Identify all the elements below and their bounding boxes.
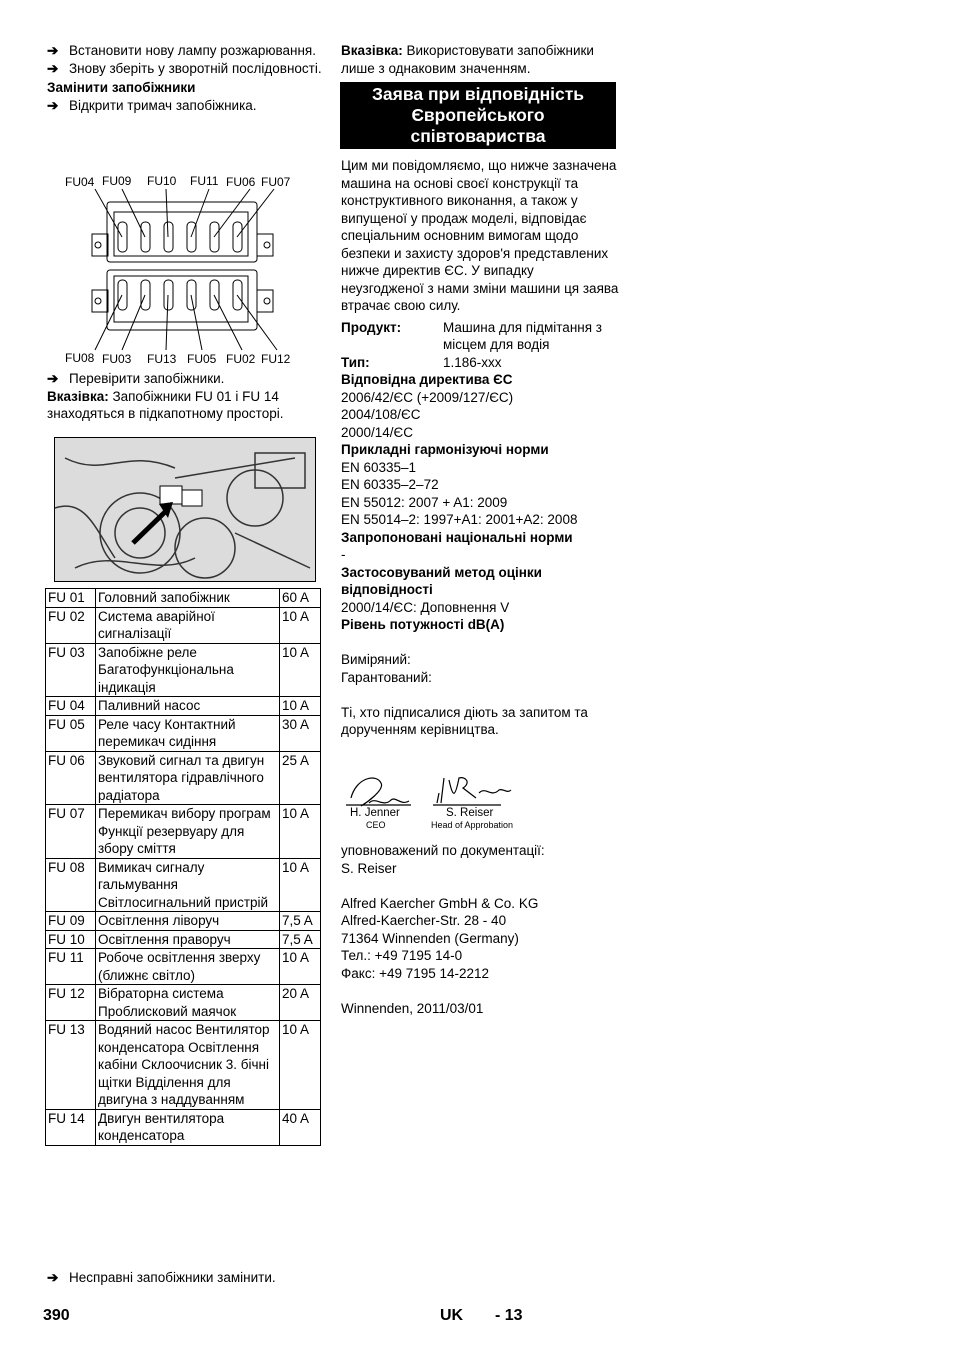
fuse-description: Двигун вентилятора конденсатора bbox=[96, 1109, 280, 1145]
place-date: Winnenden, 2011/03/01 bbox=[341, 1000, 484, 1016]
arrow-icon: ➔ bbox=[47, 371, 59, 386]
label-fu06: FU06 bbox=[226, 175, 256, 189]
norms-heading: Прикладні гармонізуючі норми bbox=[341, 442, 549, 457]
label-fu10: FU10 bbox=[147, 174, 177, 188]
arrow-icon: ➔ bbox=[47, 97, 59, 113]
fuse-holder-diagram bbox=[62, 172, 302, 367]
signatures-svg bbox=[341, 768, 531, 833]
bottom-holder-tab-left bbox=[92, 290, 108, 312]
type-label: Тип: bbox=[341, 354, 370, 370]
fuse-table bbox=[45, 588, 321, 1146]
fuse-rating: 7,5 A bbox=[280, 930, 321, 949]
norm-item: EN 60335–1 bbox=[341, 459, 417, 475]
table-row bbox=[46, 697, 321, 716]
product-value: Машина для підмітання з місцем для водія bbox=[443, 319, 602, 352]
directive-item: 2000/14/ЄС bbox=[341, 424, 414, 440]
signature-jenner bbox=[346, 778, 411, 806]
table-row bbox=[46, 643, 321, 697]
label-fu09: FU09 bbox=[102, 174, 132, 188]
arrow-icon: ➔ bbox=[47, 60, 59, 76]
fuse-id: FU 08 bbox=[46, 858, 96, 912]
fuse-description: Запобіжне реле Багатофункціональна індикація bbox=[96, 643, 280, 697]
fuse-description: Паливний насос bbox=[96, 697, 280, 716]
table-row bbox=[46, 715, 321, 751]
fuse-rating: 10 A bbox=[280, 607, 321, 643]
fuse-rating: 10 A bbox=[280, 805, 321, 859]
authorized-name: S. Reiser bbox=[341, 860, 397, 876]
instruction-text: Встановити нову лампу розжарювання. bbox=[69, 43, 316, 58]
label-fu02: FU02 bbox=[226, 352, 256, 366]
fuse-rating: 10 A bbox=[280, 1021, 321, 1110]
fuse-description: Вібраторна система Проблисковий маячок bbox=[96, 985, 280, 1021]
method-value: 2000/14/ЄС: Доповнення V bbox=[341, 599, 510, 615]
instruction-item bbox=[47, 370, 322, 388]
label-fu08: FU08 bbox=[65, 351, 95, 365]
fuse-id: FU 01 bbox=[46, 589, 96, 608]
label-fu12: FU12 bbox=[261, 352, 291, 366]
fuse-description: Система аварійної сигналізації bbox=[96, 607, 280, 643]
replace-fuses-heading: Замінити запобіжники bbox=[47, 80, 196, 95]
power-heading: Рівень потужності dB(A) bbox=[341, 617, 505, 632]
fuse-id: FU 07 bbox=[46, 805, 96, 859]
type-value: 1.186-xxx bbox=[443, 354, 502, 370]
company-line: Факс: +49 7195 14-2212 bbox=[341, 965, 490, 981]
fuse-rating: 10 A bbox=[280, 697, 321, 716]
measured-label: Виміряний: bbox=[341, 652, 411, 667]
label-fu05: FU05 bbox=[187, 352, 217, 366]
guaranteed-label: Гарантований: bbox=[341, 669, 432, 685]
note-label: Вказівка: bbox=[341, 43, 403, 58]
product-row bbox=[341, 319, 619, 354]
arrow-icon: ➔ bbox=[47, 1270, 59, 1285]
left-column-continued bbox=[47, 370, 322, 423]
fuse-description: Головний запобіжник bbox=[96, 589, 280, 608]
table-row bbox=[46, 607, 321, 643]
table-row bbox=[46, 912, 321, 931]
engine-photo bbox=[54, 437, 316, 582]
fuse-diagram-svg bbox=[62, 172, 302, 367]
signer2-role: Head of Approbation bbox=[431, 820, 514, 830]
label-fu07: FU07 bbox=[261, 175, 291, 189]
instruction-text: Перевірити запобіжники. bbox=[69, 371, 225, 386]
table-row bbox=[46, 949, 321, 985]
note-paragraph bbox=[341, 42, 619, 77]
company-line: 71364 Winnenden (Germany) bbox=[341, 930, 519, 946]
method-heading: Застосовуваний метод оцінки відповідності bbox=[341, 564, 542, 597]
fuse-rating: 10 A bbox=[280, 949, 321, 985]
sub-page-number: - 13 bbox=[495, 1307, 523, 1324]
table-row bbox=[46, 751, 321, 805]
instruction-text: Несправні запобіжники замінити. bbox=[69, 1270, 276, 1285]
norm-item: EN 55014–2: 1997+A1: 2001+A2: 2008 bbox=[341, 512, 578, 527]
fuse-rating: 40 A bbox=[280, 1109, 321, 1145]
directive-item: 2006/42/ЄС (+2009/127/ЄС) bbox=[341, 389, 514, 405]
left-column bbox=[47, 42, 322, 114]
norm-item: EN 60335–2–72 bbox=[341, 477, 439, 492]
label-fu04: FU04 bbox=[65, 175, 95, 189]
screw-hole bbox=[264, 298, 270, 304]
engine-illustration bbox=[55, 438, 315, 581]
note-text: Запобіжники FU 01 і FU 14 знаходяться в підкапотному просторі. bbox=[47, 388, 284, 421]
fuse-rating: 10 A bbox=[280, 643, 321, 697]
arrow-icon: ➔ bbox=[47, 43, 59, 58]
fuse-id: FU 14 bbox=[46, 1109, 96, 1145]
instruction-text: Знову зберіть у зворотній послідовності. bbox=[69, 60, 322, 76]
fuse-id: FU 06 bbox=[46, 751, 96, 805]
fuse-rating: 30 A bbox=[280, 715, 321, 751]
fuse-id: FU 10 bbox=[46, 930, 96, 949]
table-row bbox=[46, 1109, 321, 1145]
fuse-description: Водяний насос Вентилятор конденсатора Освітлення кабіни Склоочисник 3. бічні щітки Відділення для двигуна з наддуванням bbox=[96, 1021, 280, 1110]
fuse-rating: 25 A bbox=[280, 751, 321, 805]
bottom-holder-tab-right bbox=[257, 290, 273, 312]
fuse-description: Перемикач вибору програм Функції резервуару для збору сміття bbox=[96, 805, 280, 859]
screw-hole bbox=[264, 242, 270, 248]
type-row bbox=[341, 354, 619, 372]
fuse-id: FU 03 bbox=[46, 643, 96, 697]
note-label: Вказівка: bbox=[47, 388, 109, 404]
top-holder-tab-right bbox=[257, 234, 273, 256]
bottom-holder-inner bbox=[114, 276, 248, 322]
national-value: - bbox=[341, 547, 346, 562]
table-row bbox=[46, 1021, 321, 1110]
signers-text: Ті, хто підписалися діють за запитом та дорученням керівництва. bbox=[341, 704, 588, 737]
table-row bbox=[46, 589, 321, 608]
bottom-holder bbox=[107, 270, 257, 330]
declaration-text: Цим ми повідомляємо, що нижче зазначена машина на основі своєї конструкції та конструктивного виконання, а також у випущеної у продаж моделі, відповідає спеціальним основним вимогам щодо безпеки и захисту здоров'я представлених нижче директив ЄС. У випадку неузгодженої з нами зміни машини ця заява втрачає свою силу. bbox=[341, 158, 619, 313]
instruction-item bbox=[47, 42, 322, 60]
norm-item: EN 55012: 2007 + A1: 2009 bbox=[341, 494, 508, 510]
fuse-rating: 60 A bbox=[280, 589, 321, 608]
table-row bbox=[46, 858, 321, 912]
instruction-item bbox=[47, 1269, 322, 1287]
fuse-id: FU 12 bbox=[46, 985, 96, 1021]
fuse-rating: 20 A bbox=[280, 985, 321, 1021]
directive-item: 2004/108/ЄС bbox=[341, 407, 421, 422]
fuse-description: Робоче освітлення зверху (ближнє світло) bbox=[96, 949, 280, 985]
label-fu13: FU13 bbox=[147, 352, 177, 366]
instruction-item bbox=[47, 97, 322, 115]
screw-hole bbox=[95, 298, 101, 304]
fuse-description: Освітлення ліворуч bbox=[96, 912, 280, 931]
right-column-continued bbox=[341, 842, 619, 1017]
right-column bbox=[341, 42, 619, 739]
page-number: 390 bbox=[43, 1307, 70, 1324]
signer2-name: S. Reiser bbox=[446, 807, 494, 819]
language-code: UK bbox=[440, 1307, 464, 1324]
label-fu11: FU11 bbox=[190, 174, 219, 188]
fuse-id: FU 02 bbox=[46, 607, 96, 643]
company-line: Alfred-Kaercher-Str. 28 - 40 bbox=[341, 913, 507, 928]
note-paragraph bbox=[47, 388, 322, 423]
signature-block bbox=[341, 768, 531, 833]
fuse-id: FU 04 bbox=[46, 697, 96, 716]
table-row bbox=[46, 805, 321, 859]
company-line: Тел.: +49 7195 14-0 bbox=[341, 948, 463, 963]
instruction-item bbox=[47, 60, 322, 78]
fuse-description: Вимикач сигналу гальмування Світлосигнальний пристрій bbox=[96, 858, 280, 912]
fuse-id: FU 11 bbox=[46, 949, 96, 985]
company-line: Alfred Kaercher GmbH & Co. KG bbox=[341, 895, 539, 911]
national-heading: Запропоновані національні норми bbox=[341, 529, 573, 545]
note-text: Використовувати запобіжники лише з однаковим значенням. bbox=[341, 43, 594, 76]
ec-declaration-title: Заява при відповідність Європейського співтовариства bbox=[340, 82, 616, 149]
fuse-description: Освітлення праворуч bbox=[96, 930, 280, 949]
table-row bbox=[46, 930, 321, 949]
signer1-name: H. Jenner bbox=[350, 807, 400, 819]
fuse-id: FU 09 bbox=[46, 912, 96, 931]
product-label: Продукт: bbox=[341, 319, 402, 335]
fuse-rating: 7,5 A bbox=[280, 912, 321, 931]
fuse-rating: 10 A bbox=[280, 858, 321, 912]
signer1-role: CEO bbox=[366, 820, 386, 830]
directive-heading: Відповідна директива ЄС bbox=[341, 372, 513, 387]
top-holder-tab-left bbox=[92, 234, 108, 256]
instruction-text: Відкрити тримач запобіжника. bbox=[69, 97, 257, 113]
table-row bbox=[46, 985, 321, 1021]
fuse-description: Звуковий сигнал та двигун вентилятора гідравлічного радіатора bbox=[96, 751, 280, 805]
authorized-text: уповноважений по документації: bbox=[341, 843, 545, 858]
fuse-id: FU 13 bbox=[46, 1021, 96, 1110]
fuse-description: Реле часу Контактний перемикач сидіння bbox=[96, 715, 280, 751]
top-holder bbox=[107, 202, 257, 262]
signature-reiser bbox=[433, 778, 511, 805]
screw-hole bbox=[95, 242, 101, 248]
fuse-id: FU 05 bbox=[46, 715, 96, 751]
label-fu03: FU03 bbox=[102, 352, 132, 366]
replace-faulty-instruction bbox=[47, 1269, 322, 1287]
